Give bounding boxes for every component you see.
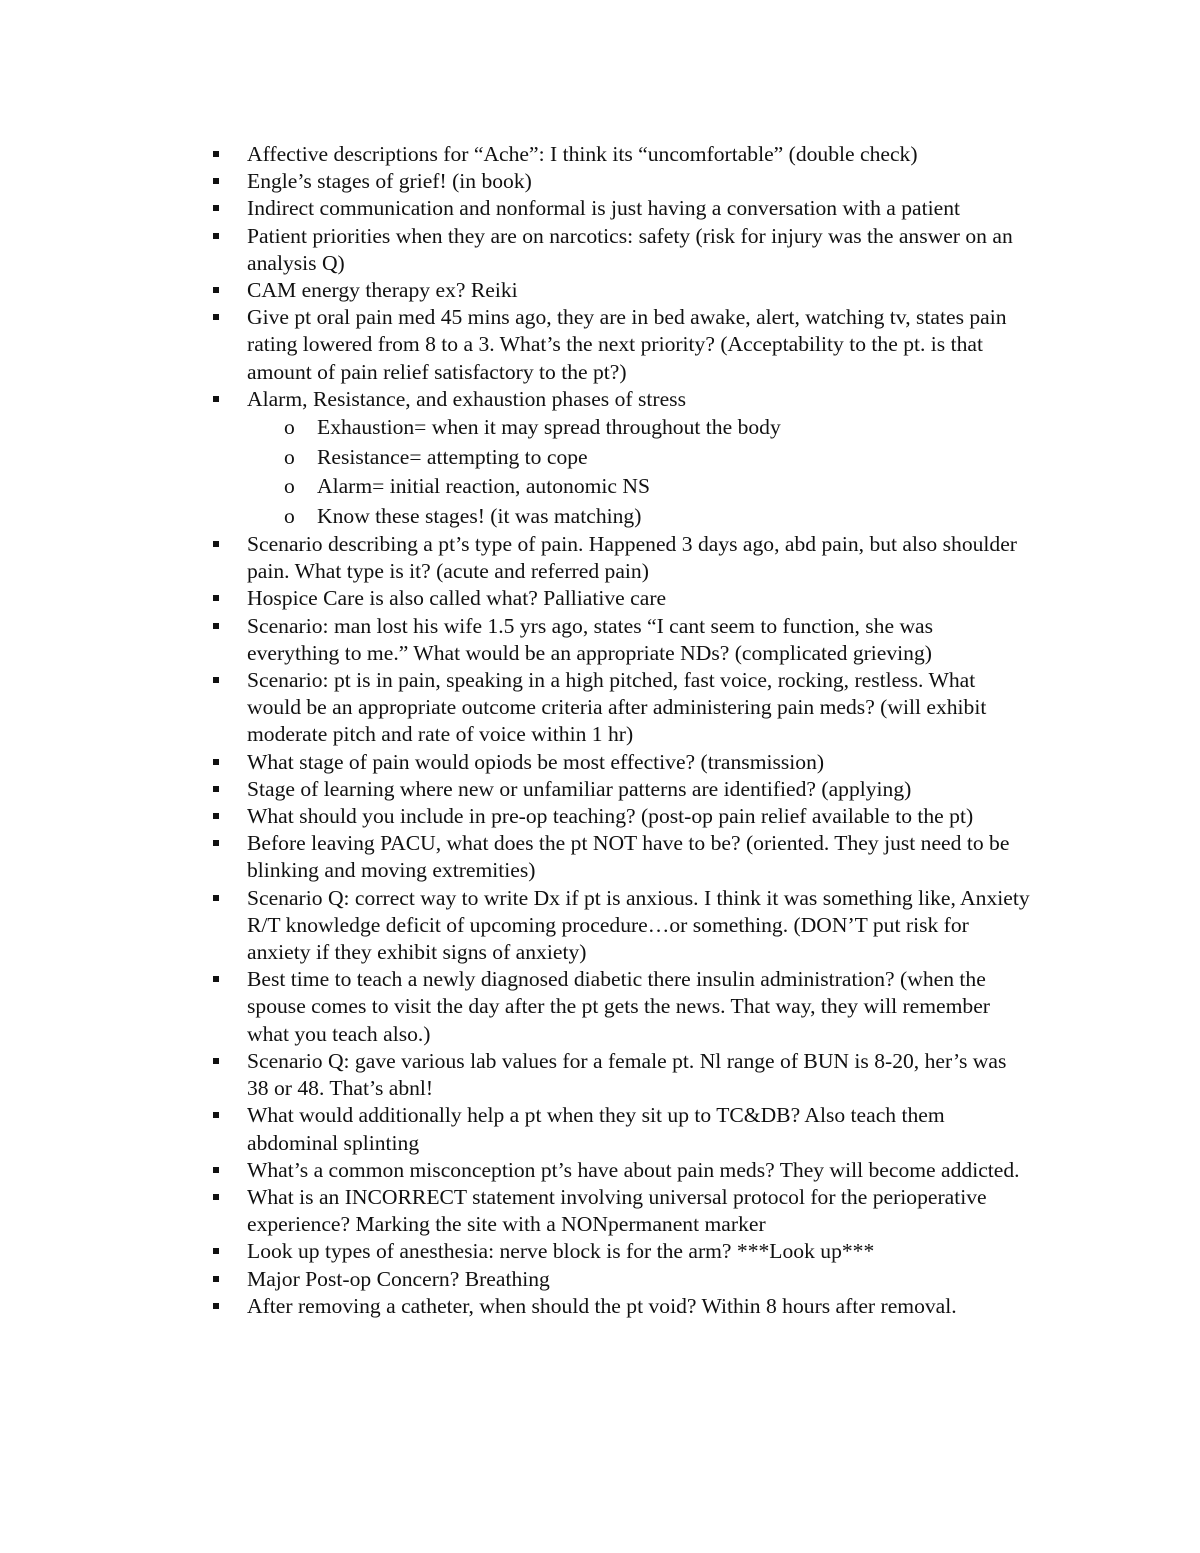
sub-list-item <box>210 413 1030 443</box>
square-bullet-icon <box>213 1112 219 1118</box>
circle-bullet-icon: o <box>284 415 295 440</box>
list-item-text: Engle’s stages of grief! (in book) <box>247 169 532 194</box>
list-item <box>210 386 1030 531</box>
square-bullet-icon <box>213 895 219 901</box>
square-bullet-icon <box>213 976 219 982</box>
square-bullet-icon <box>213 677 219 683</box>
square-bullet-icon <box>213 623 219 629</box>
list-item-text: Best time to teach a newly diagnosed diabetic there insulin administration? (when the spouse comes to visit the day after the pt gets the news. That way, they will remember what you teach also.) <box>247 967 990 1046</box>
list-item-text: CAM energy therapy ex? Reiki <box>247 278 518 303</box>
circle-bullet-icon: o <box>284 474 295 499</box>
square-bullet-icon <box>213 233 219 239</box>
sub-list-item-text: Alarm= initial reaction, autonomic NS <box>317 474 651 499</box>
circle-bullet-icon: o <box>284 444 295 469</box>
list-item <box>210 1157 1030 1184</box>
square-bullet-icon <box>213 396 219 402</box>
list-item-text: Affective descriptions for “Ache”: I think its “uncomfortable” (double check) <box>247 142 918 166</box>
list-item-text: Give pt oral pain med 45 mins ago, they are in bed awake, alert, watching tv, states pain rating lowered from 8 to a 3. What’s the next priority? (Acceptability to the pt. is that amount of pain relief satisfactory to the pt?) <box>247 305 1007 384</box>
square-bullet-icon <box>213 813 219 819</box>
list-item <box>210 1184 1030 1238</box>
list-item <box>210 1293 1030 1320</box>
list-item-text: Major Post-op Concern? Breathing <box>247 1266 550 1291</box>
list-item <box>210 277 1030 304</box>
list-item-text: Patient priorities when they are on narcotics: safety (risk for injury was the answer on an analysis Q) <box>247 223 1013 275</box>
list-item <box>210 966 1030 1048</box>
list-item <box>210 667 1030 749</box>
square-bullet-icon <box>213 1248 219 1254</box>
list-item-text: What stage of pain would opiods be most effective? (transmission) <box>247 749 825 774</box>
square-bullet-icon <box>213 1303 219 1309</box>
square-bullet-icon <box>213 151 219 157</box>
list-item-text: Before leaving PACU, what does the pt NOT have to be? (oriented. They just need to be blinking and moving extremities) <box>247 831 1010 883</box>
circle-bullet-icon: o <box>284 503 295 528</box>
list-item-text: What should you include in pre-op teaching? (post-op pain relief available to the pt) <box>247 804 974 829</box>
list-item <box>210 1048 1030 1102</box>
list-item <box>210 776 1030 803</box>
study-notes-list <box>210 141 1030 1320</box>
list-item <box>210 1238 1030 1265</box>
sub-list-item <box>210 443 1030 473</box>
square-bullet-icon <box>213 205 219 211</box>
square-bullet-icon <box>213 1276 219 1282</box>
list-item-text: What would additionally help a pt when they sit up to TC&DB? Also teach them abdominal splinting <box>247 1103 945 1155</box>
list-item-text: Scenario describing a pt’s type of pain. Happened 3 days ago, abd pain, but also shoulder pain. What type is it? (acute and referred pain) <box>247 532 1017 584</box>
list-item-text: After removing a catheter, when should the pt void? Within 8 hours after removal. <box>247 1293 957 1318</box>
square-bullet-icon <box>213 1058 219 1064</box>
list-item-text: Look up types of anesthesia: nerve block is for the arm? ***Look up*** <box>247 1239 875 1264</box>
list-item-text: Indirect communication and nonformal is just having a conversation with a patient <box>247 196 961 221</box>
list-item <box>210 304 1030 386</box>
sub-list-item <box>210 502 1030 532</box>
list-item <box>210 585 1030 612</box>
square-bullet-icon <box>213 840 219 846</box>
sub-list-item-text: Know these stages! (it was matching) <box>317 503 642 528</box>
square-bullet-icon <box>213 287 219 293</box>
square-bullet-icon <box>213 541 219 547</box>
list-item <box>210 141 1030 168</box>
sub-list-item <box>210 472 1030 502</box>
square-bullet-icon <box>213 1194 219 1200</box>
list-item-text: What’s a common misconception pt’s have about pain meds? They will become addicted. <box>247 1157 1020 1182</box>
list-item <box>210 1266 1030 1293</box>
square-bullet-icon <box>213 759 219 765</box>
square-bullet-icon <box>213 595 219 601</box>
list-item-text: Scenario: pt is in pain, speaking in a high pitched, fast voice, rocking, restless. What would be an appropriate outcome criteria after administering pain meds? (will exhibit moderate pitch and rate of voice within 1 hr) <box>247 668 987 747</box>
list-item-text: Hospice Care is also called what? Palliative care <box>247 586 667 611</box>
square-bullet-icon <box>213 314 219 320</box>
list-item-text: Alarm, Resistance, and exhaustion phases of stress <box>247 386 686 411</box>
list-item <box>210 749 1030 776</box>
square-bullet-icon <box>213 178 219 184</box>
list-item-text: Scenario: man lost his wife 1.5 yrs ago, states “I cant seem to function, she was everything to me.” What would be an appropriate NDs? (complicated grieving) <box>247 613 934 665</box>
list-item-text: Stage of learning where new or unfamiliar patterns are identified? (applying) <box>247 776 912 801</box>
square-bullet-icon <box>213 1167 219 1173</box>
list-item <box>210 803 1030 830</box>
list-item <box>210 195 1030 222</box>
list-item <box>210 531 1030 585</box>
list-item <box>210 223 1030 277</box>
square-bullet-icon <box>213 786 219 792</box>
list-item <box>210 885 1030 967</box>
list-item-text: Scenario Q: correct way to write Dx if pt is anxious. I think it was something like, Anxiety R/T knowledge deficit of upcoming procedure…or something. (DON’T put risk for anxiety if they exhibit signs of anxiety) <box>247 885 1030 965</box>
sub-list <box>247 413 1030 531</box>
sub-list-item-text: Resistance= attempting to cope <box>317 444 588 469</box>
list-item-text: What is an INCORRECT statement involving universal protocol for the perioperative experience? Marking the site with a NONpermanent marker <box>247 1184 987 1237</box>
list-item <box>210 830 1030 884</box>
list-item <box>210 613 1030 667</box>
list-item-text: Scenario Q: gave various lab values for a female pt. Nl range of BUN is 8-20, her’s was 38 or 48. That’s abnl! <box>247 1048 1007 1101</box>
sub-list-item-text: Exhaustion= when it may spread throughout the body <box>317 415 781 440</box>
list-item <box>210 168 1030 195</box>
list-item <box>210 1102 1030 1156</box>
